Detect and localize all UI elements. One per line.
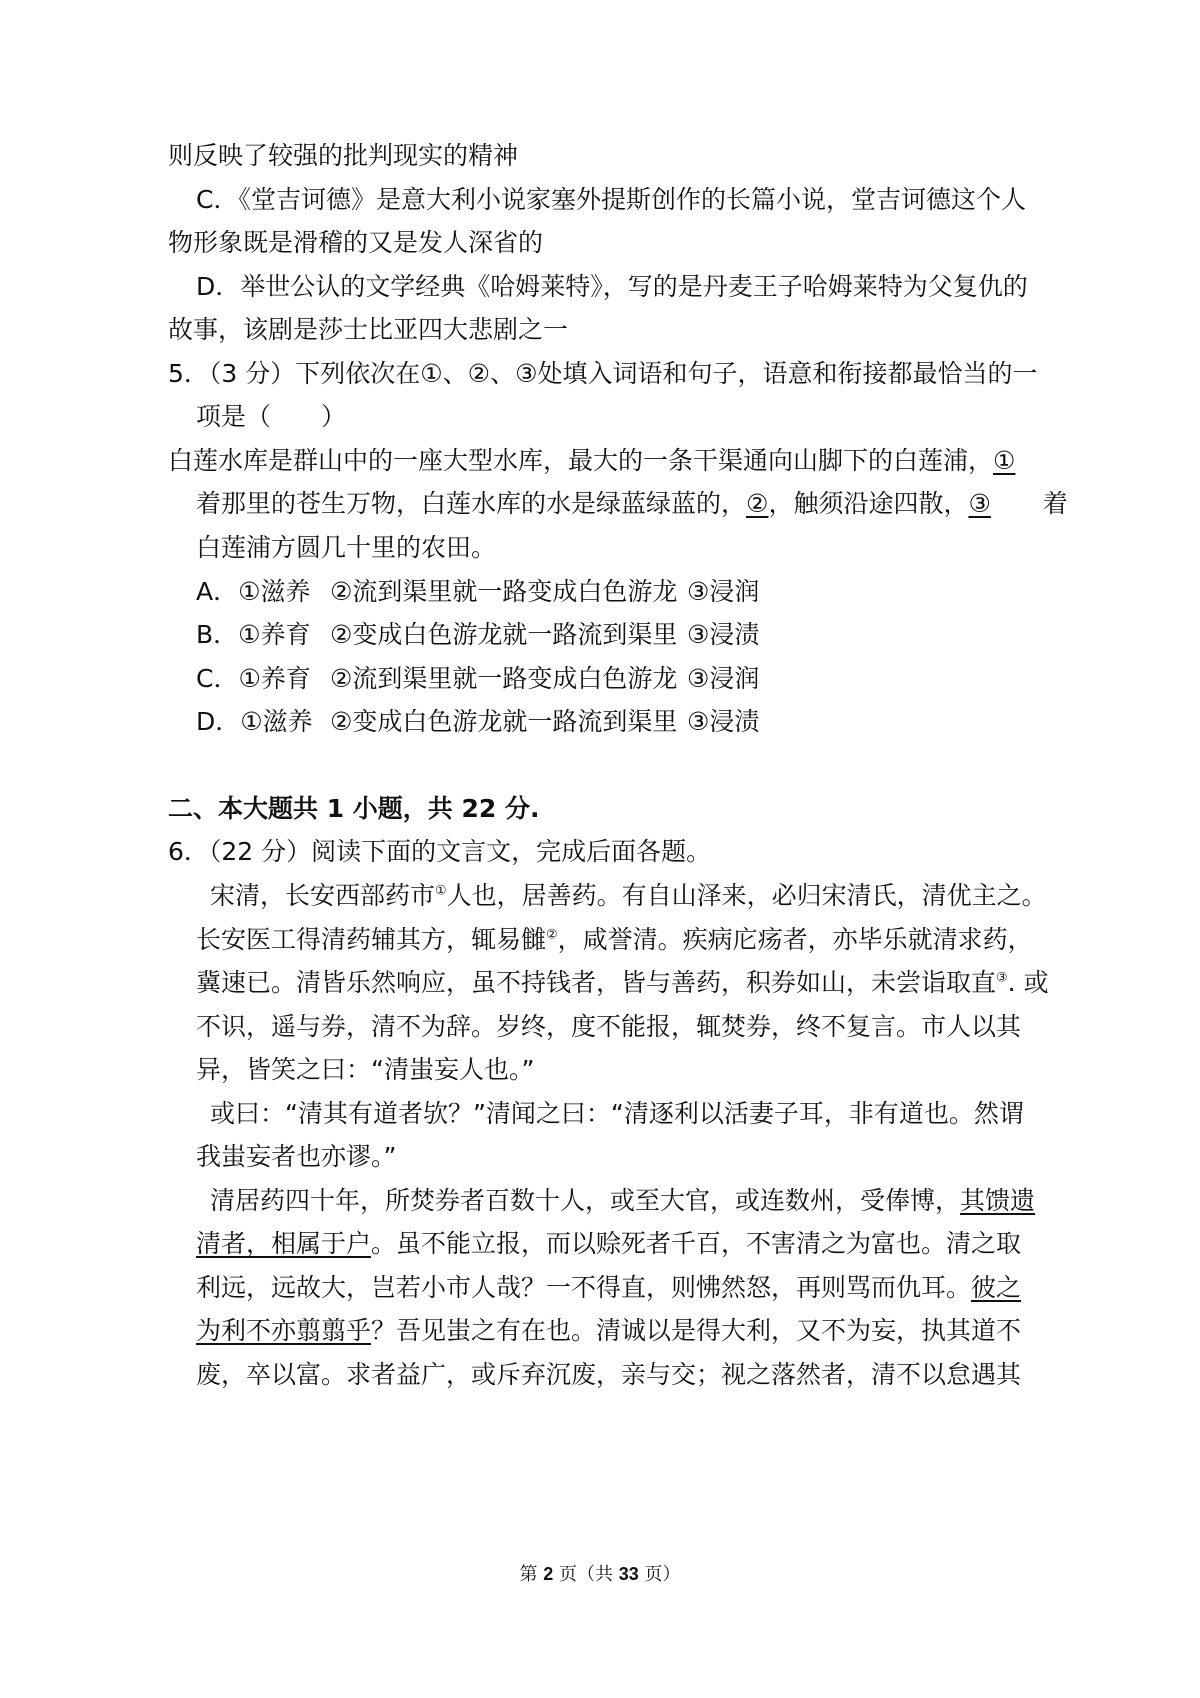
option-d-part-2: ②变成白色游龙就一路流到渠里 xyxy=(330,707,678,736)
classical-text: . 或 xyxy=(1007,968,1049,997)
classical-text-line xyxy=(210,1181,1035,1221)
underlined-sentence: 其馈遗 xyxy=(960,1186,1036,1215)
page-footer xyxy=(0,1560,1200,1586)
option-c-part-3: ③浸润 xyxy=(687,664,760,693)
option-a xyxy=(196,572,759,612)
underlined-sentence: 彼之 xyxy=(971,1273,1022,1302)
passage-text: 着 xyxy=(1042,489,1068,518)
classical-text-line: 异，皆笑之曰：“清蚩妄人也。” xyxy=(196,1055,535,1084)
footer-text: 页） xyxy=(638,1564,681,1585)
classical-text-line xyxy=(196,963,1049,1003)
footnote-1: ① xyxy=(435,883,447,899)
option-c-part-2: ②流到渠里就一路变成白色游龙 xyxy=(330,664,678,693)
classical-text: 长安医工得清药辅其方，辄易雠 xyxy=(196,925,547,954)
option-d-line-2: 故事，该剧是莎士比亚四大悲剧之一 xyxy=(168,315,569,344)
option-c-line-2: 物形象既是滑稽的又是发人深省的 xyxy=(168,228,544,257)
classical-text-line: 或曰：“清其有道者欤？”清闻之曰：“清逐利以活妻子耳，非有道也。然谓 xyxy=(210,1099,1024,1128)
classical-text-line xyxy=(196,1268,1021,1308)
passage-line-2 xyxy=(196,484,1068,524)
underlined-sentence: 为利不亦翦翦乎 xyxy=(196,1316,372,1345)
passage-text: 着那里的苍生万物，白莲水库的水是绿蓝绿蓝的， xyxy=(196,489,747,518)
option-c-part-1: C．①养育 xyxy=(196,664,311,693)
classical-text-line xyxy=(196,920,1033,960)
option-d-part-3: ③浸渍 xyxy=(687,707,760,736)
option-d-line-1: D．举世公认的文学经典《哈姆莱特》，写的是丹麦王子哈姆莱特为父复仇的 xyxy=(196,272,1028,301)
footnote-3: ③ xyxy=(996,970,1008,986)
option-b-part-1: B．①养育 xyxy=(196,620,311,649)
classical-text-line xyxy=(196,1224,1021,1264)
classical-text-line: 我蚩妄者也亦谬。” xyxy=(196,1142,397,1171)
blank-2: ② xyxy=(746,489,769,518)
footer-text: 页（共 xyxy=(553,1564,619,1585)
passage-line-1 xyxy=(168,441,1015,481)
classical-text: ？吾见蚩之有在也。清诚以是得大利，又不为妄，执其道不 xyxy=(371,1316,1022,1345)
passage-line-3: 白莲浦方圆几十里的农田。 xyxy=(196,533,497,562)
classical-text-line: 不识，遥与券，清不为辞。岁终，度不能报，辄焚券，终不复言。市人以其 xyxy=(196,1012,1022,1041)
classical-text: 冀速已。清皆乐然响应，虽不持钱者，皆与善药，积券如山，未尝诣取直 xyxy=(196,968,997,997)
passage-text: ，触须沿途四散， xyxy=(768,489,969,518)
question-5-stem: 5．（3 分）下列依次在①、②、③处填入词语和句子，语意和衔接都最恰当的一 xyxy=(168,359,1038,388)
question-6-stem: 6．（22 分）阅读下面的文言文，完成后面各题。 xyxy=(168,837,712,866)
footnote-2: ② xyxy=(546,927,558,943)
option-b-part-3: ③浸渍 xyxy=(687,620,760,649)
classical-text: 人也，居善药。有自山泽来，必归宋清氏，清优主之。 xyxy=(446,881,1047,910)
blank-3: ③ xyxy=(968,489,991,518)
underlined-sentence: 清者，相属于户 xyxy=(196,1229,372,1258)
current-page-number: 2 xyxy=(543,1564,554,1584)
passage-text: 白莲水库是群山中的一座大型水库，最大的一条干渠通向山脚下的白莲浦， xyxy=(168,446,994,475)
classical-text-line: 废，卒以富。求者益广，或斥弃沉废，亲与交；视之落然者，清不以怠遇其 xyxy=(196,1360,1022,1389)
option-d xyxy=(196,702,759,742)
option-d-part-1: D．①滋养 xyxy=(196,707,313,736)
classical-text: 。虽不能立报，而以赊死者千百，不害清之为富也。清之取 xyxy=(371,1229,1022,1258)
total-page-count: 33 xyxy=(618,1564,639,1584)
option-b xyxy=(196,615,759,655)
blank-1: ① xyxy=(993,446,1016,475)
option-c-line-1: C．《堂吉诃德》是意大利小说家塞外提斯创作的长篇小说，堂吉诃德这个人 xyxy=(196,185,1026,214)
option-c xyxy=(196,659,759,699)
classical-text: 宋清，长安西部药市 xyxy=(210,881,436,910)
option-a-part-2: ②流到渠里就一路变成白色游龙 xyxy=(330,577,678,606)
question-5-stem-cont: 项是（ ） xyxy=(196,402,347,431)
text-line: 则反映了较强的批判现实的精神 xyxy=(168,141,519,170)
option-a-part-1: A．①滋养 xyxy=(196,577,311,606)
option-a-part-3: ③浸润 xyxy=(687,577,760,606)
footer-text: 第 xyxy=(519,1564,544,1585)
classical-text: 清居药四十年，所焚券者百数十人，或至大官，或连数州，受俸博， xyxy=(210,1186,961,1215)
option-b-part-2: ②变成白色游龙就一路流到渠里 xyxy=(330,620,678,649)
classical-text: ，咸誉清。疾病庀疡者，亦毕乐就清求药， xyxy=(557,925,1033,954)
classical-text-line xyxy=(210,876,1047,916)
classical-text-line xyxy=(196,1311,1021,1351)
classical-text: 利远，远故大，岂若小市人哉？一不得直，则怫然怒，再则骂而仇耳。 xyxy=(196,1273,972,1302)
section-heading: 二、本大题共 1 小题，共 22 分. xyxy=(168,794,540,823)
